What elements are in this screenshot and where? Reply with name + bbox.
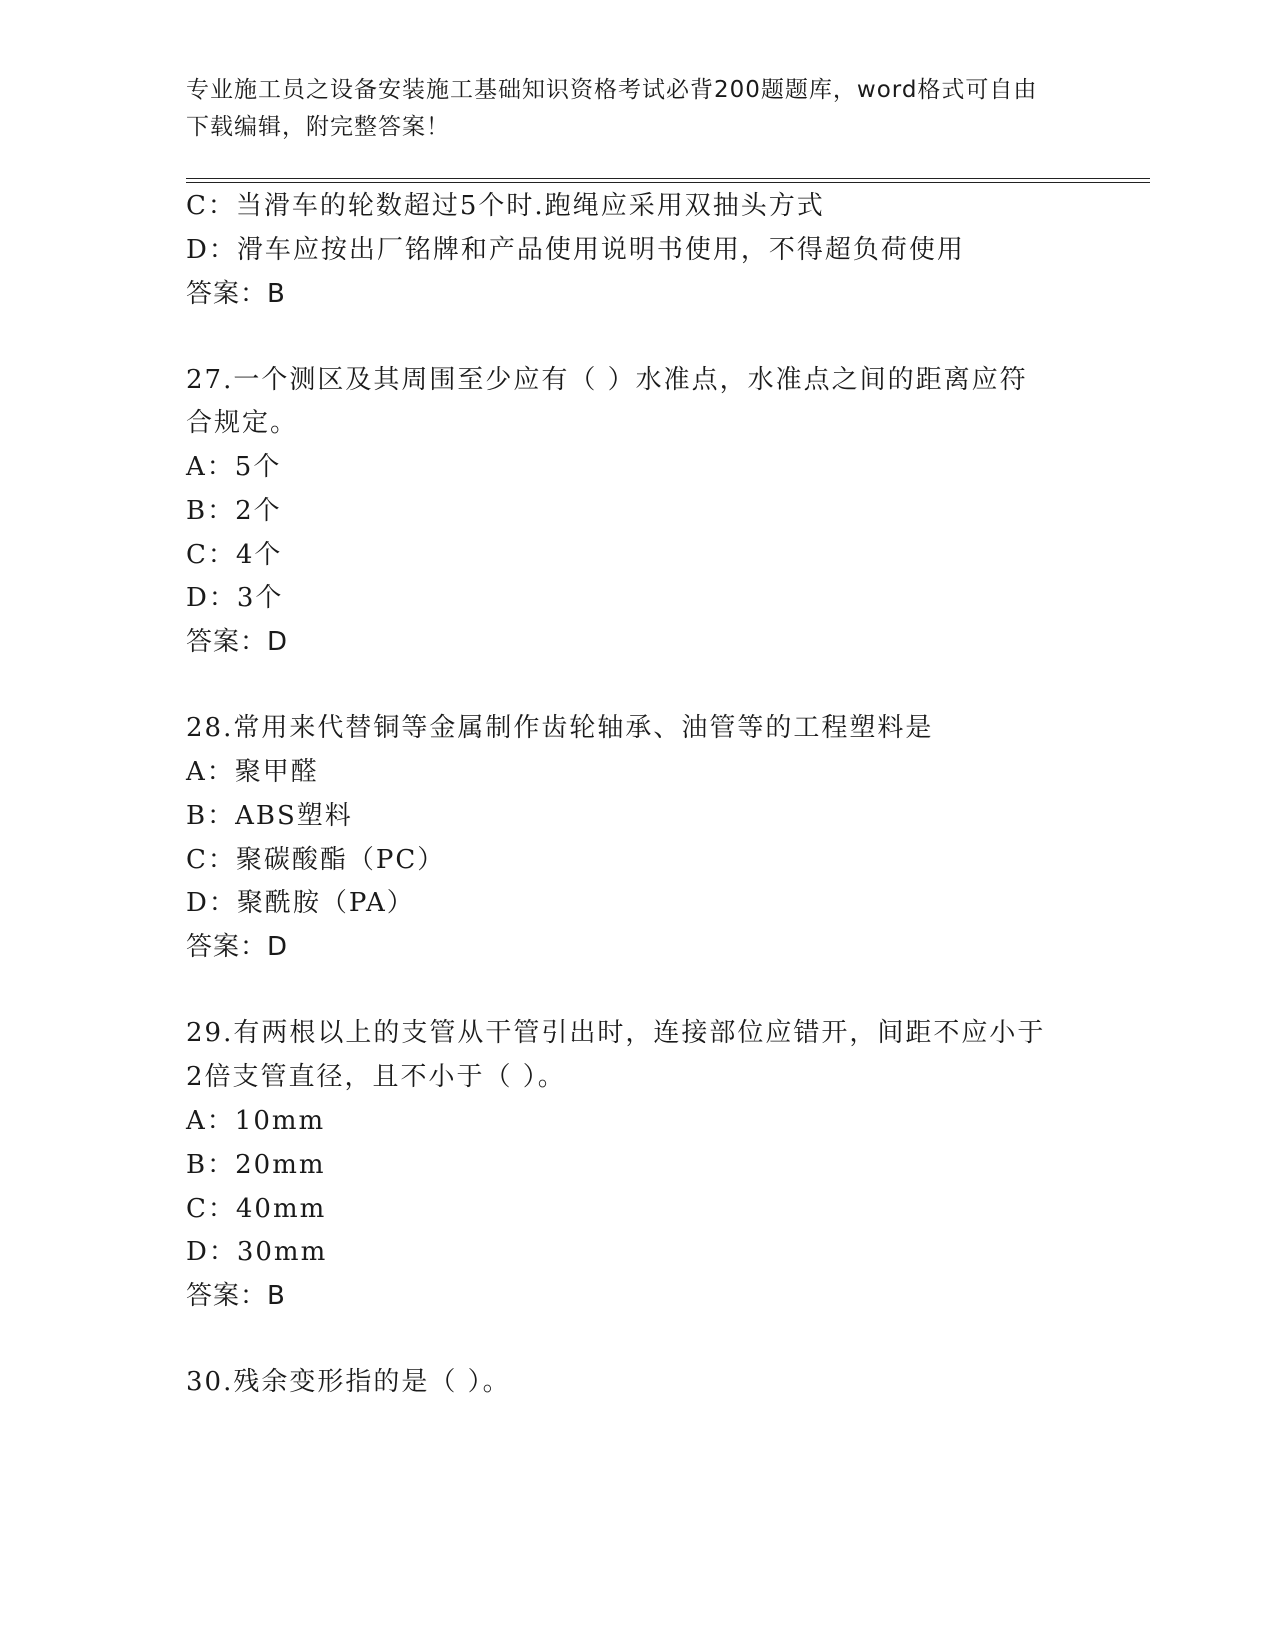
q28-option-b: B：ABS塑料 — [186, 801, 353, 831]
q26-answer: 答案：B — [186, 279, 286, 309]
q27-stem-line-2: 合规定。 — [186, 408, 299, 438]
q29-option-a: A：10mm — [186, 1106, 326, 1136]
q28-stem-line-1: 28.常用来代替铜等金属制作齿轮轴承、油管等的工程塑料是 — [186, 713, 934, 743]
q27-option-c: C：4个 — [186, 540, 283, 570]
q28-option-c: C：聚碳酸酯（PC） — [186, 845, 446, 875]
q29-option-d: D：30mm — [186, 1237, 328, 1267]
q29-option-c: C：40mm — [186, 1194, 327, 1224]
q26-option-d: D：滑车应按出厂铭牌和产品使用说明书使用，不得超负荷使用 — [186, 235, 965, 265]
q28-option-d: D：聚酰胺（PA） — [186, 888, 415, 918]
q27-option-b: B：2个 — [186, 496, 282, 526]
q28-answer: 答案：D — [186, 932, 289, 962]
q30-stem-line-1: 30.残余变形指的是（ ）。 — [186, 1367, 511, 1397]
q29-answer: 答案：B — [186, 1281, 286, 1311]
q29-stem-line-2: 2倍支管直径，且不小于（ ）。 — [186, 1062, 566, 1092]
q27-stem-line-1: 27.一个测区及其周围至少应有（ ）水准点，水准点之间的距离应符 — [186, 365, 1028, 395]
header-divider-top — [186, 178, 1150, 179]
header-line-1: 专业施工员之设备安装施工基础知识资格考试必背200题题库，word格式可自由 — [186, 77, 1038, 103]
q27-answer: 答案：D — [186, 627, 289, 657]
q29-option-b: B：20mm — [186, 1150, 326, 1180]
q27-option-d: D：3个 — [186, 583, 284, 613]
q28-option-a: A：聚甲醛 — [186, 757, 319, 787]
header-divider-bottom — [186, 182, 1150, 183]
q29-stem-line-1: 29.有两根以上的支管从干管引出时，连接部位应错开，间距不应小于 — [186, 1018, 1046, 1048]
q26-option-c: C：当滑车的轮数超过5个时.跑绳应采用双抽头方式 — [186, 191, 825, 221]
q27-option-a: A：5个 — [186, 452, 282, 482]
document-header — [186, 72, 1066, 146]
header-line-2: 下载编辑，附完整答案！ — [186, 114, 450, 140]
